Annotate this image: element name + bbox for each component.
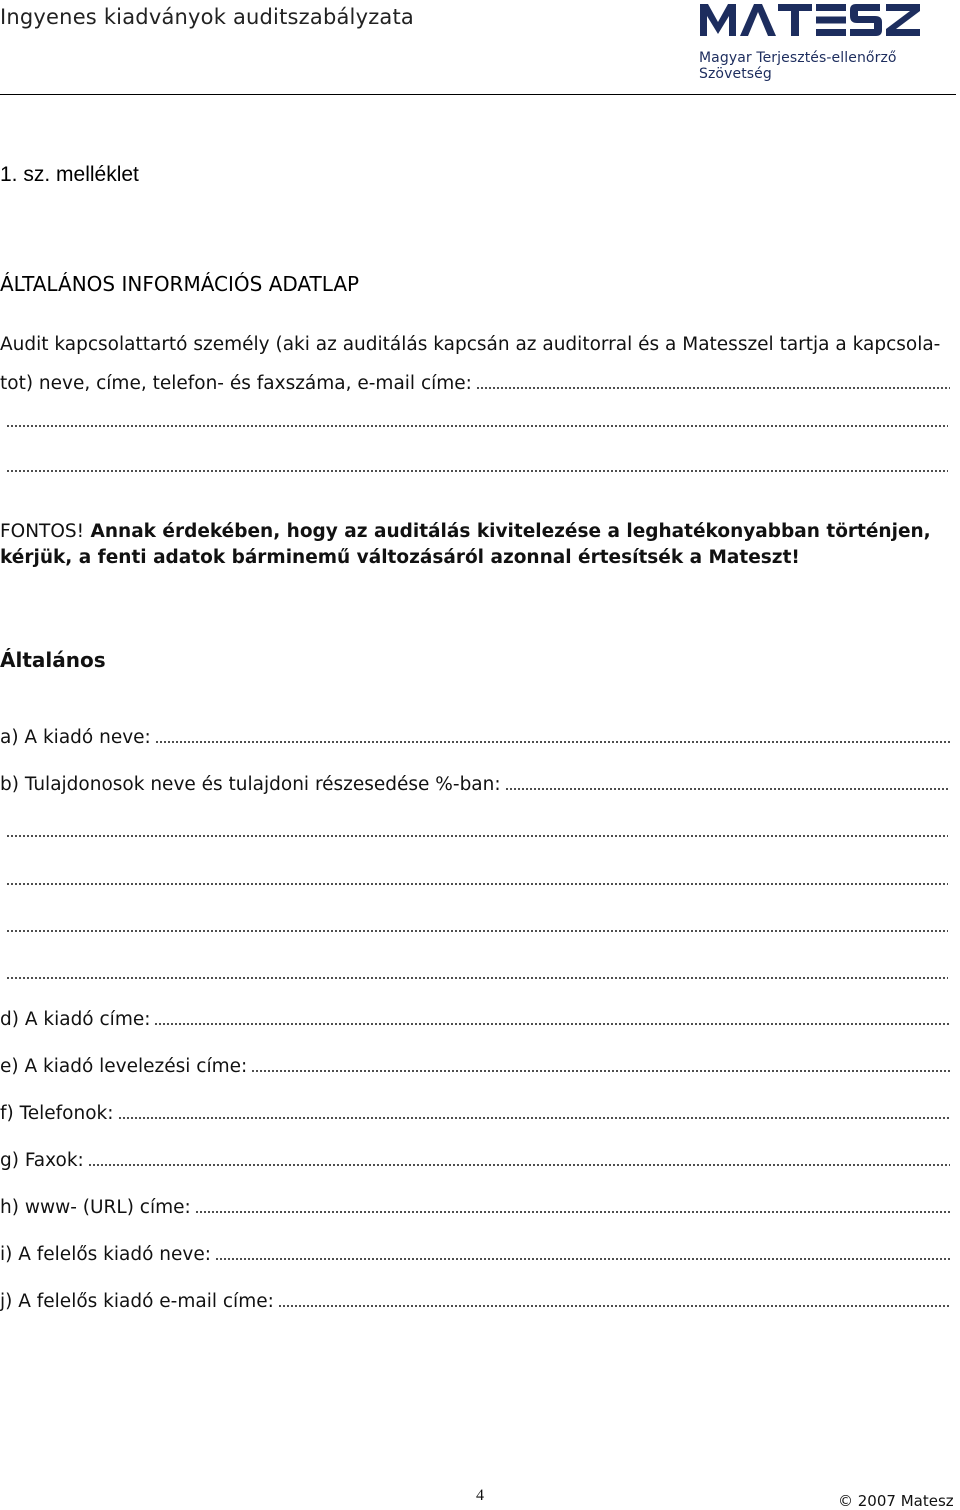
dotted-fill <box>118 1117 951 1119</box>
field-label: f) Telefonok: <box>0 1103 114 1124</box>
field-label: a) A kiadó neve: <box>0 727 151 748</box>
contact-dotted-fill <box>476 387 950 389</box>
annex-label: 1. sz. melléklet <box>0 163 139 186</box>
page-number: 4 <box>476 1487 484 1504</box>
mailing-address-field[interactable] <box>0 1051 950 1077</box>
notice-text: Annak érdekében, hogy az auditálás kivitelezése a leghatékonyabban történjen, kérjük, a fenti adatok bárminemű változásáról azonnal értesítsék a Mateszt! <box>0 521 931 568</box>
dotted-fill <box>155 741 950 743</box>
field-label: j) A felelős kiadó e-mail címe: <box>0 1291 274 1312</box>
contact-field[interactable] <box>0 368 950 394</box>
owners-dotted-line[interactable] <box>6 835 948 837</box>
publisher-address-field[interactable] <box>0 1004 950 1030</box>
dotted-fill <box>154 1023 950 1025</box>
phones-field[interactable] <box>0 1098 950 1124</box>
dotted-fill <box>505 788 950 790</box>
dotted-fill <box>251 1070 950 1072</box>
header-divider <box>0 94 956 95</box>
faxes-field[interactable] <box>0 1145 950 1171</box>
field-label: b) Tulajdonosok neve és tulajdoni részesedése %-ban: <box>0 774 501 795</box>
important-notice <box>0 519 955 571</box>
contact-dotted-line[interactable] <box>6 425 948 427</box>
contact-line-2: tot) neve, címe, telefon- és faxszáma, e-mail címe: <box>0 373 472 394</box>
section-title: Általános <box>0 648 106 672</box>
form-title: ÁLTALÁNOS INFORMÁCIÓS ADATLAP <box>0 272 360 296</box>
owners-dotted-line[interactable] <box>6 977 948 979</box>
document-header-title: Ingyenes kiadványok auditszabályzata <box>0 5 415 29</box>
dotted-fill <box>215 1258 950 1260</box>
owners-field[interactable] <box>0 769 950 795</box>
contact-dotted-line[interactable] <box>6 470 948 472</box>
owners-dotted-line[interactable] <box>6 883 948 885</box>
notice-label: FONTOS! <box>0 521 85 542</box>
field-label: g) Faxok: <box>0 1150 84 1171</box>
copyright: © 2007 Matesz <box>838 1492 954 1510</box>
url-field[interactable] <box>0 1192 950 1218</box>
field-label: e) A kiadó levelezési címe: <box>0 1056 248 1077</box>
dotted-fill <box>278 1305 950 1307</box>
responsible-publisher-email-field[interactable] <box>0 1286 950 1312</box>
owners-dotted-line[interactable] <box>6 930 948 932</box>
field-label: i) A felelős kiadó neve: <box>0 1244 211 1265</box>
field-label: d) A kiadó címe: <box>0 1009 151 1030</box>
dotted-fill <box>88 1164 950 1166</box>
publisher-name-field[interactable] <box>0 722 950 748</box>
dotted-fill <box>195 1211 950 1213</box>
logo-subtitle: Magyar Terjesztés-ellenőrző Szövetség <box>699 50 897 82</box>
field-label: h) www- (URL) címe: <box>0 1197 191 1218</box>
contact-line-1: Audit kapcsolattartó személy (aki az auditálás kapcsán az auditorral és a Matesszel tartja a kapcsola- <box>0 334 941 355</box>
responsible-publisher-name-field[interactable] <box>0 1239 950 1265</box>
